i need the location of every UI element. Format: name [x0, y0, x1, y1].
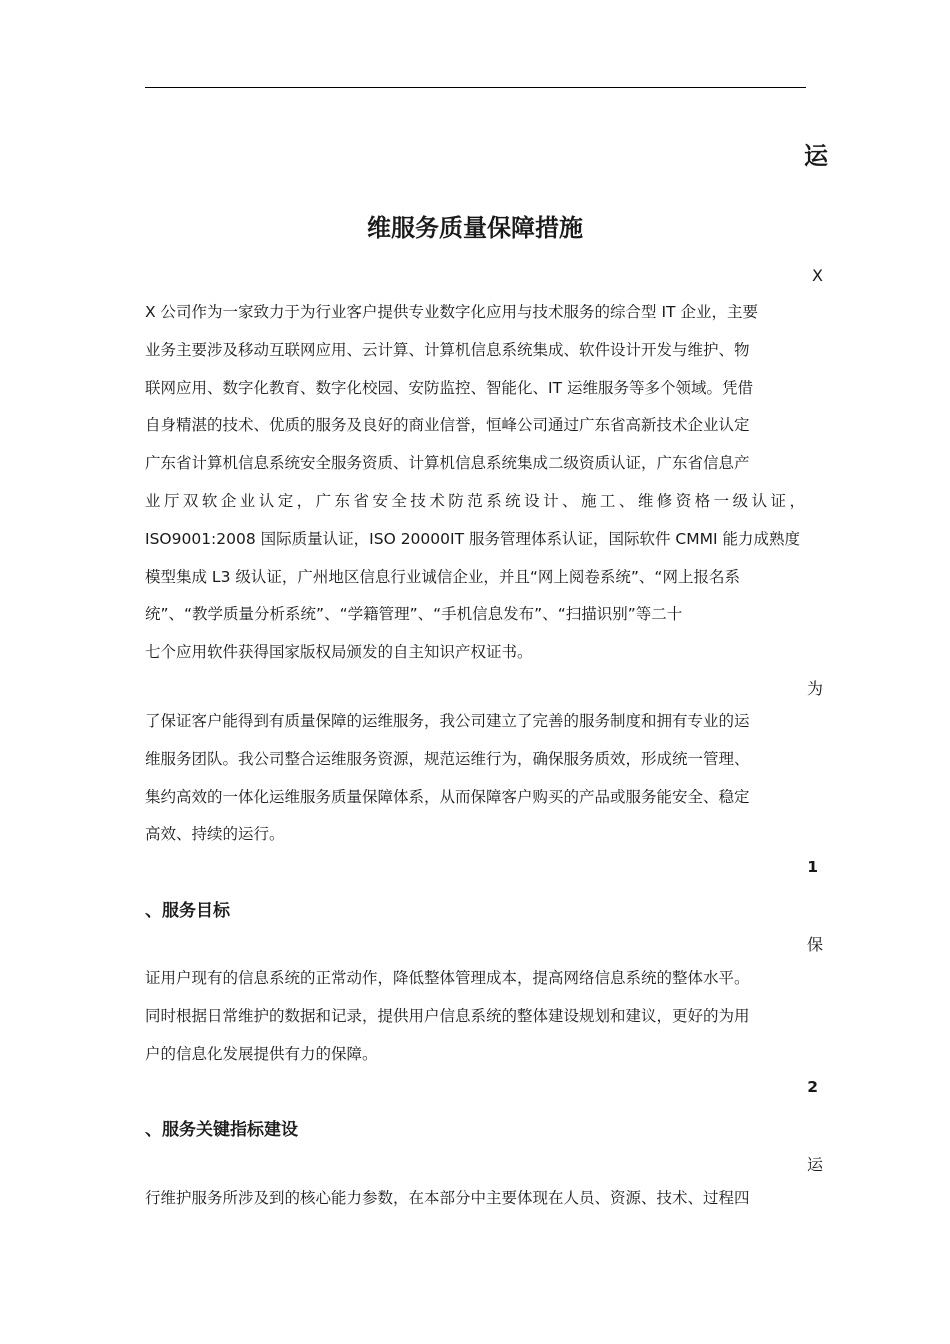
section2-heading: 、服务关键指标建设 [145, 1120, 298, 1140]
intro-line: 联网应用、数字化教育、数字化校园、安防监控、智能化、IT 运维服务等多个领域。凭借 [145, 378, 753, 397]
section1-line: 证用户现有的信息系统的正常动作，降低整体管理成本，提高网络信息系统的整体水平。 [145, 969, 750, 987]
title-first-char: 运 [804, 142, 828, 170]
intro-paragraph [145, 294, 805, 672]
intro-lead-char: X [812, 266, 823, 285]
para2-line: 了保证客户能得到有质量保障的运维服务，我公司建立了完善的服务制度和拥有专业的运 [145, 712, 750, 730]
intro-line: 广东省计算机信息系统安全服务资质、计算机信息系统集成二级资质认证，广东省信息产 [145, 454, 750, 473]
intro-line: 模型集成 L3 级认证，广州地区信息行业诚信企业，并且“网上阅卷系统”、“网上报名系 [145, 567, 740, 586]
section1-paragraph [145, 960, 805, 1073]
section2-number: 2 [807, 1078, 818, 1096]
section2-line: 行维护服务所涉及到的核心能力参数，在本部分中主要体现在人员、资源、技术、过程四 [145, 1189, 750, 1207]
section1-line: 同时根据日常维护的数据和记录，提供用户信息系统的整体建设规划和建议，更好的为用 [145, 1006, 750, 1025]
para2-line: 集约高效的一体化运维服务质量保障体系，从而保障客户购买的产品或服务能安全、稳定 [145, 787, 750, 806]
header-rule [145, 87, 806, 88]
section1-number: 1 [807, 858, 818, 876]
service-guarantee-paragraph [145, 703, 805, 854]
section2-paragraph [145, 1180, 805, 1218]
intro-line: 自身精湛的技术、优质的服务及良好的商业信誉，恒峰公司通过广东省高新技术企业认定 [145, 416, 750, 435]
intro-line: 统”、“教学质量分析系统”、“学籍管理”、“手机信息发布”、“扫描识别”等二十 [145, 605, 683, 624]
intro-line: 业厅双软企业认定，广东省安全技术防范系统设计、施工、维修资格一级认证， [145, 491, 805, 510]
section1-lead-char: 保 [806, 935, 823, 954]
para2-lead-char: 为 [806, 679, 823, 698]
para2-line: 高效、持续的运行。 [145, 825, 285, 844]
intro-line: X 公司作为一家致力于为行业客户提供专业数字化应用与技术服务的综合型 IT 企业，主要 [145, 303, 758, 321]
intro-line: 业务主要涉及移动互联网应用、云计算、计算机信息系统集成、软件设计开发与维护、物 [145, 340, 750, 359]
section2-lead-char: 运 [806, 1155, 823, 1174]
section1-heading: 、服务目标 [145, 901, 230, 921]
section1-line: 户的信息化发展提供有力的保障。 [145, 1044, 378, 1063]
intro-line: 七个应用软件获得国家版权局颁发的自主知识产权证书。 [145, 643, 533, 662]
document-title: 维服务质量保障措施 [367, 214, 583, 242]
para2-line: 维服务团队。我公司整合运维服务资源，规范运维行为，确保服务质效，形成统一管理、 [145, 749, 750, 768]
intro-line: ISO9001:2008 国际质量认证，ISO 20000IT 服务管理体系认证，国际软件 CMMI 能力成熟度 [145, 529, 800, 548]
